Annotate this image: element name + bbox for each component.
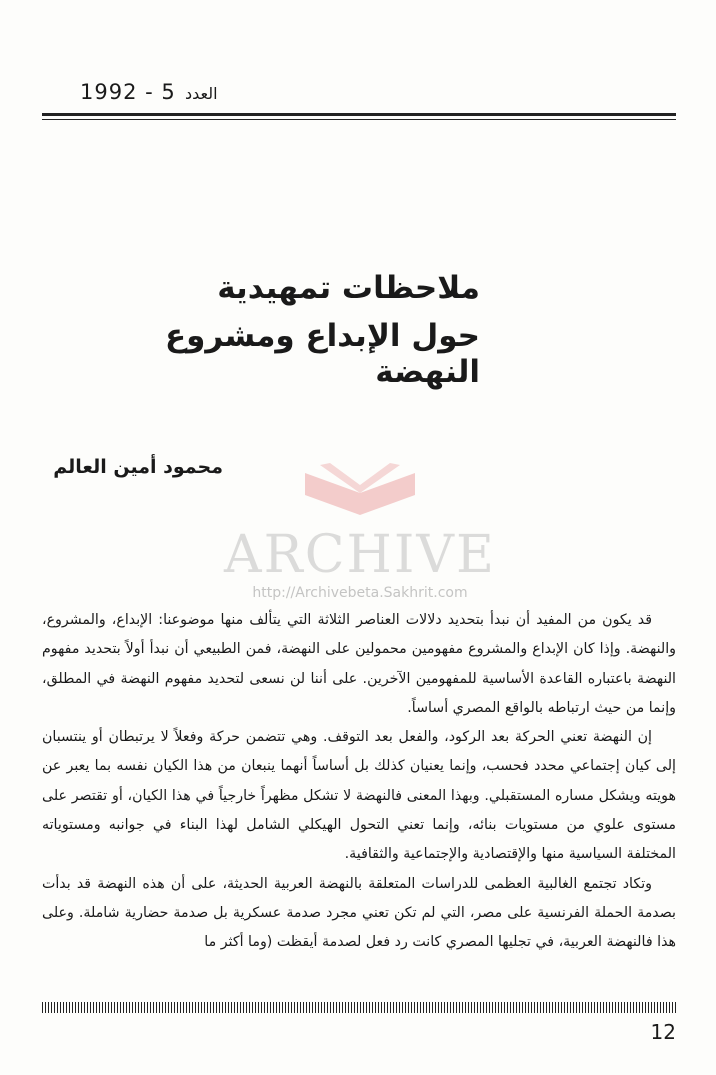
paragraph-3: وتكاد تجتمع الغالبية العظمى للدراسات المتعلقة بالنهضة العربية الحديثة، على أن هذه النهضة قد بدأت بصدمة الحملة الفرنسية على مصر، التي لم تكن تعني مجرد صدمة عسكرية بل صدمة حضارية شاملة. وعلى هذا فالنهضة العربية، في تجليها المصري كانت رد فعل لصدمة أيقظت (وما أكثر ما — [42, 875, 676, 951]
archive-watermark — [210, 455, 510, 615]
page-header — [0, 80, 716, 110]
article-body — [42, 606, 676, 958]
watermark-text: ARCHIVE — [224, 525, 496, 585]
header-rule-thin — [42, 119, 676, 120]
paragraph-2: إن النهضة تعني الحركة بعد الركود، والفعل بعد التوقف. وهي تتضمن حركة وفعلاً لا يرتبطان أو ينتسبان إلى كيان إجتماعي محدد فحسب، وإنما يعنيان كذلك بل أساساً أنهما ينبعان من هذا الكيان نفسه بما يعبر عن هويته ويشكل مساره المستقبلي. وبهذا المعنى فالنهضة لا تشكل مظهراً خارجياً في هذا الكيان، أو تقتصر على مستوى علوي من مستويات بنائه، وإنما تعني التحول الهيكلي الشامل لهذا البناء في جوانبه ومستوياته المختلفة السياسية منها والإقتصادية والإجتماعية والثقافية. — [42, 729, 676, 863]
page-number: 12 — [650, 1020, 676, 1044]
author-name: محمود أمين العالم — [53, 456, 223, 478]
issue-year: 1992 - 5 — [80, 80, 176, 104]
footer-rule — [42, 1002, 676, 1013]
book-icon — [210, 455, 510, 525]
paragraph-1: قد يكون من المفيد أن نبدأ بتحديد دلالات العناصر الثلاثة التي يتألف منها موضوعنا: الإبداع، والمشروع، والنهضة. وإذا كان الإبداع والمشروع مفهومين محمولين على النهضة، فمن الطبيعي أن نبدأ أولاً بتحديد مفهوم النهضة باعتباره القاعدة الأساسية للمفهومين الآخرين. على أننا لن نسعى لتحديد مفهوم النهضة في المطلق، وإنما من حيث ارتباطه بالواقع المصري أساساً. — [42, 612, 676, 716]
header-rule-thick — [42, 113, 676, 116]
article-title-line1: ملاحظات تمهيدية — [217, 270, 480, 306]
issue-label: العدد — [185, 84, 218, 103]
watermark-url: http://Archivebeta.Sakhrit.com — [252, 585, 468, 601]
article-title-line2: حول الإبداع ومشروع النهضة — [164, 318, 480, 390]
